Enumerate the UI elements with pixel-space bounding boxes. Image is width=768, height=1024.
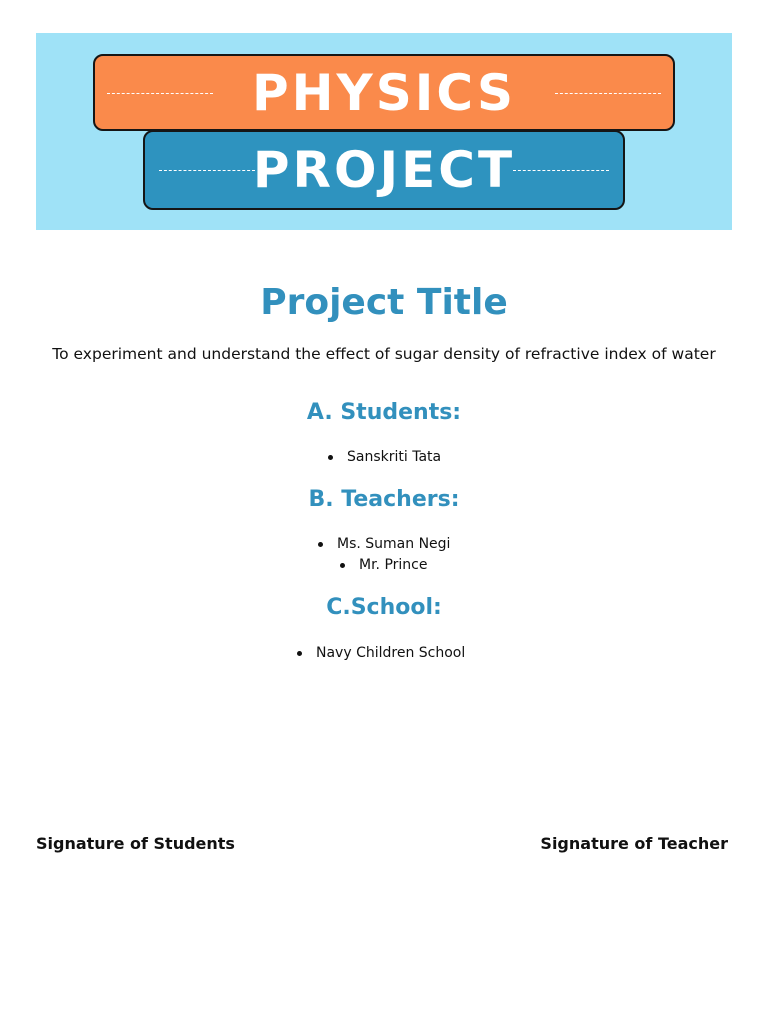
list-item-student: [328, 449, 441, 465]
list-item-teacher: [318, 536, 450, 552]
list-item-teacher: [340, 557, 427, 573]
left-dashed-line: [107, 93, 213, 94]
header-banner: [36, 33, 732, 230]
project-title-banner: PROJECT: [252, 141, 516, 199]
right-dashed-line: [555, 93, 661, 94]
project-label-box: [143, 130, 625, 210]
student-name: Sanskriti Tata: [347, 449, 442, 465]
bullet-dot-icon: [328, 455, 333, 460]
signature-teacher-label: Signature of Teacher: [540, 834, 728, 853]
school-heading: C.School:: [326, 595, 442, 620]
physics-label-box: [93, 54, 675, 131]
left-dashed-line: [159, 170, 255, 171]
bullet-dot-icon: [340, 563, 345, 568]
bullet-dot-icon: [318, 542, 323, 547]
right-dashed-line: [513, 170, 609, 171]
teacher-name: Mr. Prince: [359, 557, 428, 573]
bullet-dot-icon: [297, 651, 302, 656]
list-item-school: [297, 645, 465, 661]
teachers-heading: B. Teachers:: [308, 487, 460, 512]
physics-title: PHYSICS: [252, 63, 516, 122]
project-description: To experiment and understand the effect of sugar density of refractive index of water: [52, 345, 716, 363]
teacher-name: Ms. Suman Negi: [337, 536, 451, 552]
project-title-heading: Project Title: [260, 282, 508, 323]
signature-students-label: Signature of Students: [36, 834, 235, 853]
school-name: Navy Children School: [316, 645, 466, 661]
students-heading: A. Students:: [306, 400, 462, 425]
